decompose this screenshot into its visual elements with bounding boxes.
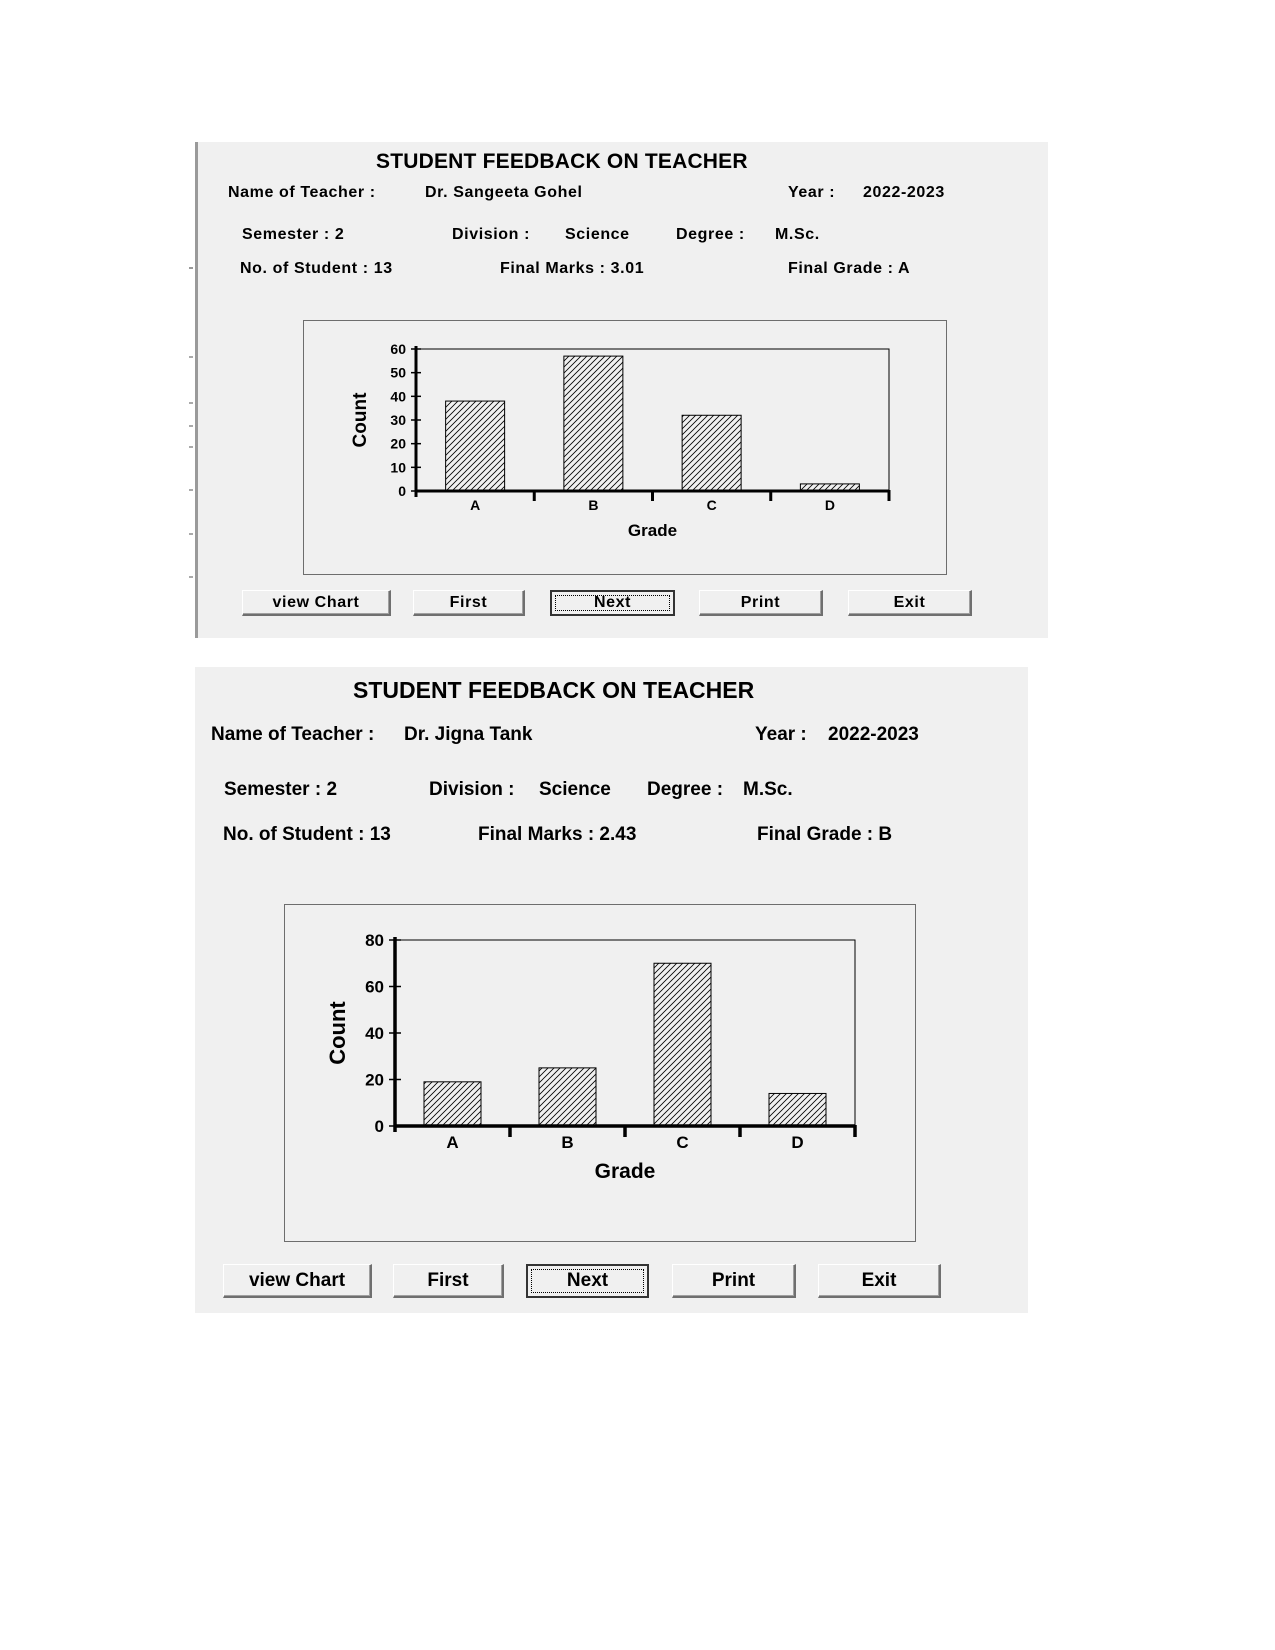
x-tick-label: A xyxy=(446,1133,459,1152)
x-tick-label: D xyxy=(791,1133,804,1152)
grade-bar-chart xyxy=(304,321,946,574)
feedback-window-1 xyxy=(195,142,1048,638)
next-button[interactable]: Next xyxy=(526,1264,649,1298)
bar-C xyxy=(682,415,741,491)
exit-button[interactable]: Exit xyxy=(848,590,972,616)
x-tick-label: D xyxy=(824,497,835,513)
year-value: 2022-2023 xyxy=(828,724,919,745)
semester-text: Semester : 2 xyxy=(224,779,338,800)
final-grade: Final Grade : B xyxy=(757,824,893,845)
feedback-window-2 xyxy=(195,667,1028,1313)
window-title: STUDENT FEEDBACK ON TEACHER xyxy=(353,677,755,703)
x-axis-label: Grade xyxy=(627,521,678,540)
division-label: Division : xyxy=(452,226,531,243)
y-tick-label: 20 xyxy=(390,435,406,452)
bar-C xyxy=(654,963,711,1126)
final-grade: Final Grade : A xyxy=(788,260,911,277)
grade-bar-chart xyxy=(285,905,915,1241)
y-tick-label: 80 xyxy=(365,931,384,951)
view-chart-button[interactable]: view Chart xyxy=(242,590,391,616)
division-label: Division : xyxy=(429,779,515,800)
division-value: Science xyxy=(539,779,611,800)
y-tick-label: 0 xyxy=(398,483,406,500)
bar-A xyxy=(424,1082,481,1126)
x-tick-label: B xyxy=(588,497,599,513)
y-tick-label: 20 xyxy=(365,1070,384,1090)
grade-chart-box xyxy=(303,320,947,575)
year-label: Year : xyxy=(788,184,836,201)
division-value: Science xyxy=(565,226,630,243)
x-tick-label: A xyxy=(470,497,481,513)
y-tick-label: 60 xyxy=(365,977,384,997)
x-tick-label: C xyxy=(676,1133,689,1152)
x-tick-label: B xyxy=(561,1133,574,1152)
degree-label: Degree : xyxy=(676,226,745,243)
next-button[interactable]: Next xyxy=(550,590,675,616)
x-axis-label: Grade xyxy=(594,1160,656,1183)
bar-B xyxy=(564,356,623,491)
year-label: Year : xyxy=(755,724,807,745)
grade-chart-box xyxy=(284,904,916,1242)
degree-value: M.Sc. xyxy=(743,779,793,800)
window-title: STUDENT FEEDBACK ON TEACHER xyxy=(376,150,748,173)
y-axis-label: Count xyxy=(325,1001,350,1065)
y-tick-label: 60 xyxy=(390,341,406,358)
bar-D xyxy=(769,1093,826,1126)
first-button[interactable]: First xyxy=(413,590,525,616)
y-tick-label: 40 xyxy=(390,388,406,405)
y-tick-label: 50 xyxy=(390,364,406,381)
teacher-name: Dr. Jigna Tank xyxy=(404,724,533,745)
y-tick-label: 10 xyxy=(390,459,406,476)
y-axis-label: Count xyxy=(350,392,371,448)
view-chart-button[interactable]: view Chart xyxy=(223,1264,372,1298)
x-tick-label: C xyxy=(706,497,717,513)
y-tick-label: 30 xyxy=(390,412,406,429)
y-tick-label: 40 xyxy=(365,1024,384,1044)
bar-A xyxy=(446,401,505,491)
final-marks: Final Marks : 3.01 xyxy=(500,260,645,277)
bar-B xyxy=(539,1068,596,1126)
year-value: 2022-2023 xyxy=(863,184,945,201)
y-tick-label: 0 xyxy=(374,1117,384,1137)
degree-value: M.Sc. xyxy=(775,226,820,243)
student-count: No. of Student : 13 xyxy=(223,824,391,845)
print-button[interactable]: Print xyxy=(672,1264,796,1298)
first-button[interactable]: First xyxy=(393,1264,504,1298)
semester-text: Semester : 2 xyxy=(242,226,345,243)
teacher-label: Name of Teacher : xyxy=(228,184,376,201)
final-marks: Final Marks : 2.43 xyxy=(478,824,637,845)
exit-button[interactable]: Exit xyxy=(818,1264,941,1298)
teacher-label: Name of Teacher : xyxy=(211,724,375,745)
degree-label: Degree : xyxy=(647,779,724,800)
teacher-name: Dr. Sangeeta Gohel xyxy=(425,184,583,201)
print-button[interactable]: Print xyxy=(699,590,823,616)
student-count: No. of Student : 13 xyxy=(240,260,393,277)
